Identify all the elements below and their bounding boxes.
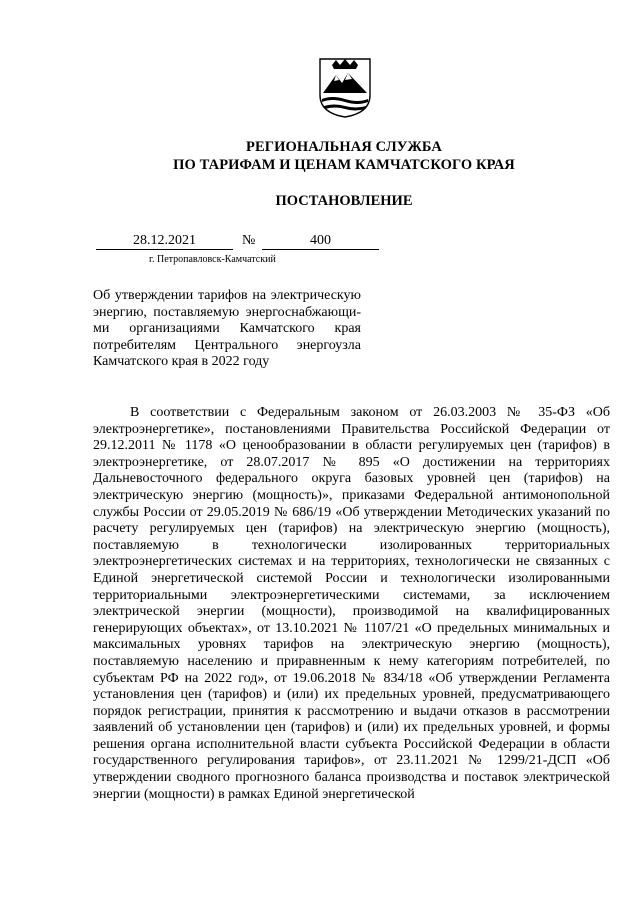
coat-of-arms-icon bbox=[318, 55, 372, 119]
number-sign: № bbox=[242, 233, 256, 248]
document-subject: Об утверждении тарифов на электрическую энергию, поставляемую энергоснабжающи-ми организациями Камчатского края потребителям Центрального энергоузла Камчатского края в 2022 году bbox=[93, 288, 361, 370]
document-date: 28.12.2021 bbox=[96, 233, 233, 250]
document-type-title: ПОСТАНОВЛЕНИЕ bbox=[275, 193, 413, 209]
document-body: В соответствии с Федеральным законом от 26.03.2003 № 35-ФЗ «Об электроэнергетике», постановлениями Правительства Российской Федерации от 29.12.2011 № 1178 «О ценообразовании в области регулируемых цен (тарифов) в электроэнергетике, от 28.07.2017 № 895 «О достижении на территориях Дальневосточного федерального округа базовых уровней цен (тарифов) на электрическую энергию (мощность)», приказами Федеральной антимонопольной службы России от 29.05.2019 № 686/19 «Об утверждении Методических указаний по расчету регулируемых цен (тарифов) на электрическую энергию (мощность), поставляемую в технологически изолированных территориальных электроэнергетических системах и на территориях, технологически не связанных с Единой энергетической системой России и технологически изолированными территориальными электроэнергетическими системами, за исключением электрической энергии (мощности), производимой на квалифицированных генерирующих объектах», от 13.10.2021 № 1107/21 «О предельных минимальных и максимальных уровнях тарифов на электрическую энергию (мощность), поставляемую населению и приравненным к нему категориям потребителей, по субъектам РФ на 2022 год», от 19.06.2018 № 834/18 «Об утверждении Регламента установления цен (тарифов) и (или) их предельных уровней, предусматривающего порядок регистрации, принятия к рассмотрению и выдачи отказов в рассмотрении заявлений об установлении цен (тарифов) и (или) их предельных уровней, и формы решения органа исполнительной власти субъекта Российской Федерации в области государственного регулирования тарифов», от 23.11.2021 № 1299/21-ДСП «Об утверждении сводного прогнозного баланса производства и поставок электрической энергии (мощности) в рамках Единой энергетической bbox=[93, 405, 610, 802]
organization-name-line2: ПО ТАРИФАМ И ЦЕНАМ КАМЧАТСКОГО КРАЯ bbox=[173, 157, 515, 173]
organization-name-line1: РЕГИОНАЛЬНАЯ СЛУЖБА bbox=[246, 139, 442, 155]
document-city: г. Петропавловск-Камчатский bbox=[149, 254, 276, 265]
document-number: 400 bbox=[262, 233, 379, 250]
